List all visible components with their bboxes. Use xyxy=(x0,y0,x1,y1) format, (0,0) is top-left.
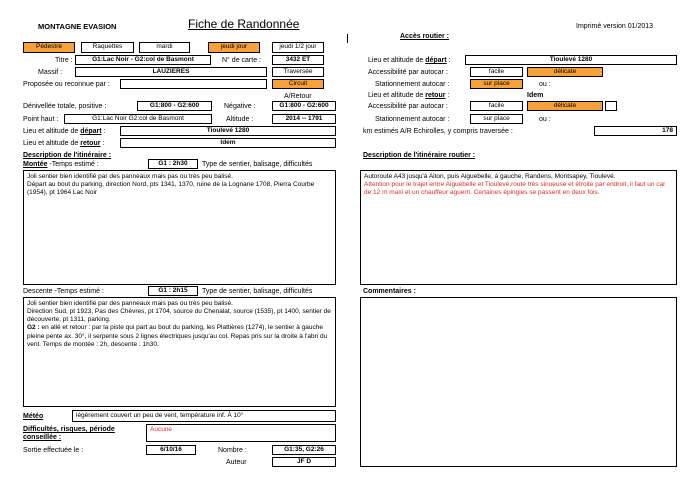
titre-label: Titre : xyxy=(55,57,73,64)
r-access2-label: Accessibilité par autocar : xyxy=(368,103,448,110)
proposee-field[interactable] xyxy=(120,79,267,89)
tag-raquettes[interactable]: Raquettes xyxy=(81,42,134,53)
retour-label: Lieu et altitude de retour : xyxy=(23,140,105,147)
traversee-option[interactable]: Traversée xyxy=(272,67,324,77)
auteur-label: Auteur xyxy=(226,459,247,466)
r-access-label: Accessibilité par autocar : xyxy=(368,69,448,76)
titre-field[interactable]: G1:Lac Noir - G2:col de Basmont xyxy=(75,55,211,65)
r-ou-label: ou : xyxy=(539,81,551,88)
proposee-label: Proposée ou reconnue par : xyxy=(23,81,110,88)
meteo-label: Météo xyxy=(23,413,44,420)
nombre-label: Nombre : xyxy=(218,447,247,454)
montee-description[interactable]: Joli sentier bien identifié par des panneaux mais pas ou très peu balisé. Départ au bout du parking, direction Nord, pts 1341, 1370, ruine de la Lognane 1708, Pierra Courbe (1954), pt 1964 Lac Noir xyxy=(23,170,336,285)
ar-option[interactable]: A/Retour xyxy=(284,93,312,100)
r-ou2-label: ou : xyxy=(539,116,551,123)
descente-time-field[interactable]: G1 : 2h15 xyxy=(148,286,198,296)
r-stationnement-label: Stationnement autocar : xyxy=(375,81,450,88)
retour-field[interactable]: Idem xyxy=(120,138,336,148)
altitude-field[interactable]: 2014 -- 1791 xyxy=(272,114,336,124)
r-desc-title: Description de l'itinéraire routier : xyxy=(363,152,476,159)
point-haut-field[interactable]: G1:Lac Noir G2:col de Basmont xyxy=(64,114,212,124)
negative-field[interactable]: G1:800 - G2:600 xyxy=(272,101,336,111)
montee-type-label: Type de sentier, balisage, difficultés xyxy=(202,161,313,168)
r-sur-place-option[interactable]: sur place xyxy=(470,79,523,89)
montee-label: Montée -Temps estimé : xyxy=(23,161,99,168)
page-title: Fiche de Randonnée xyxy=(188,17,300,31)
negative-label: Négative : xyxy=(224,103,256,110)
tag-jeudi-demi[interactable]: jeudi 1/2 jour xyxy=(272,42,324,53)
altitude-label: Altitude : xyxy=(226,116,254,123)
carte-label: N° de carte : xyxy=(222,57,261,64)
r-km-field[interactable]: 178 xyxy=(594,126,677,136)
version-note: Imprimé version 01/2013 xyxy=(576,23,654,30)
tag-mardi[interactable]: mardi xyxy=(139,42,190,53)
meteo-field[interactable]: légèrement couvert un peu de vent, température inf. À 10° xyxy=(72,410,336,422)
route-description[interactable]: Autoroute A43 jusqu'à Aiton, puis Aiguebelle, à gauche, Randens, Montsapey, Tioulevé. Attention pour le trajet entre Aiguebelle et Tioulevé,route très sinueuse et étroite par endroit, il faut un car de 12 m maxi et un chauffeur aguerri. Certaines épingles se passent en deux fois. xyxy=(360,170,677,285)
r-retour-value: Idem xyxy=(527,92,544,99)
denivele-label: Dénivellée totale, positive : xyxy=(23,103,107,110)
r-stationnement2-label: Stationnement autocar : xyxy=(375,116,450,123)
massif-label: Massif : xyxy=(38,69,63,76)
descente-label: Descente -Temps estimé : xyxy=(23,288,104,295)
comments-label: Commentaires : xyxy=(363,288,416,295)
r-extra-checkbox[interactable] xyxy=(605,101,617,111)
org-name: MONTAGNE EVASION xyxy=(38,22,117,31)
sortie-field[interactable]: 6/10/16 xyxy=(146,445,196,455)
nombre-field[interactable]: G1:35, G2:26 xyxy=(272,445,336,455)
massif-field[interactable]: LAUZIERES xyxy=(75,67,267,77)
difficultes-field[interactable]: Aucune xyxy=(146,424,336,442)
difficultes-label: Difficultés, risques, période conseillée : xyxy=(23,426,115,442)
r-retour-label: Lieu et altitude de retour : xyxy=(368,92,450,99)
r-sur-place2-option[interactable]: sur place xyxy=(470,114,523,124)
r-facile-option[interactable]: facile xyxy=(470,67,523,77)
r-delicate-option[interactable]: délicate xyxy=(527,67,603,77)
tag-pedestre[interactable]: Pédestre xyxy=(23,42,75,53)
descente-description[interactable]: Joli sentier bien identifié par des panneaux mais pas ou très peu balisé. Direction Sud, pt 1923, Pas des Chèvres, pt 1704, source du Chenalat, source (1535), pt 1400, sentier de découverte, pt 1311, parking. G2 : en allé et retour : par la piste qui part au bout du parking, les Plattières (1274), le sentier à gauche pleine pente ax. 30°, il serpente sous 2 lignes électriques jusqu'au col. Repas pris sur la droite à l'abri du vent. Temps de montée : 2h, descente : 1h30. xyxy=(23,297,336,407)
sortie-label: Sortie effectuée le : xyxy=(23,447,84,454)
r-km-label: km estimés A/R Echirolles, y compris traversée : xyxy=(363,128,513,135)
tag-jeudi-jour[interactable]: jeudi jour xyxy=(208,42,260,53)
descente-type-label: Type de sentier, balisage, difficultés xyxy=(202,288,313,295)
r-facile2-option[interactable]: facile xyxy=(470,101,523,111)
comments-area[interactable] xyxy=(360,297,677,467)
r-depart-field[interactable]: Tioulevé 1280 xyxy=(465,55,677,65)
carte-field[interactable]: 3432 ET xyxy=(272,55,324,65)
divider-top xyxy=(347,34,348,43)
circuit-option[interactable]: Circuit xyxy=(272,79,324,89)
montee-time-field[interactable]: G1 : 2h30 xyxy=(148,159,198,169)
depart-label: Lieu et altitude de départ : xyxy=(23,128,106,135)
auteur-field[interactable]: JF D xyxy=(272,457,336,467)
acces-title: Accès routier : xyxy=(400,33,450,40)
denivele-field[interactable]: G1:800 - G2:600 xyxy=(137,101,212,111)
point-haut-label: Point haut : xyxy=(23,116,59,123)
itineraire-title: Description de l'itinéraire : xyxy=(23,152,112,159)
r-delicate2-option[interactable]: délicate xyxy=(527,101,603,111)
depart-field[interactable]: Tioulevé 1280 xyxy=(120,126,336,136)
r-depart-label: Lieu et altitude de départ : xyxy=(368,57,451,64)
